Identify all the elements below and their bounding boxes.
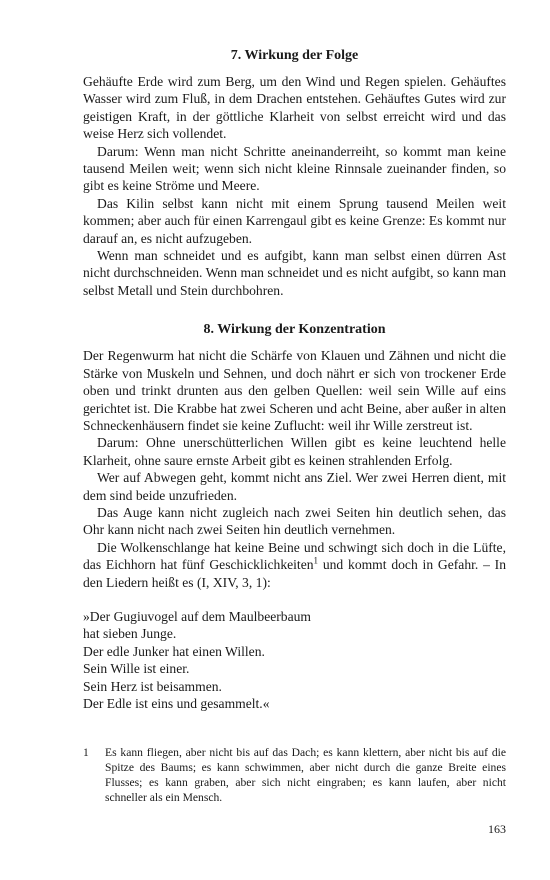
footnote-text: Es kann fliegen, aber nicht bis auf das Dach; es kann klettern, aber nicht bis auf die Spitze des Baums; es kann schwimmen, aber nicht durch die ganze Breite eines Flusses; es kann graben, aber sich nicht eingraben; es kann laufen, aber nicht schneller als ein Mensch. xyxy=(105,746,506,804)
poem-line: »Der Gugiuvogel auf dem Maulbeerbaum xyxy=(83,608,312,624)
paragraph-text: und kommt doch in Gefahr. – In den Liedern heißt es (I, XIV, 3, 1): xyxy=(83,557,506,590)
paragraph: Wenn man schneidet und es aufgibt, kann man selbst einen dürren Ast nicht durchschneiden. Wenn man schneidet und es nicht aufgibt, so kann man selbst Metall und Stein durchbohren. xyxy=(83,248,506,298)
poem-line: Sein Wille ist einer. xyxy=(83,661,190,677)
paragraph: Gehäufte Erde wird zum Berg, um den Wind und Regen spielen. Gehäuftes Wasser wird zum Fluß, in dem Drachen entstehen. Gehäuftes Gutes wird zur geistigen Kraft, in der göttliche Klarheit von selbst erreicht wird und das weise Herz sich vollendet. xyxy=(83,74,506,142)
section-heading-8: 8. Wirkung der Konzentration xyxy=(203,322,386,338)
paragraph: Darum: Ohne unerschütterlichen Willen gibt es keine leuchtend helle Klarheit, ohne saure ernste Arbeit gibt es keinen strahlenden Erfolg. xyxy=(83,435,506,468)
paragraph: Das Kilin selbst kann nicht mit einem Sprung tausend Meilen weit kommen; aber auch für einen Karrengaul gibt es keine Grenze: Es kommt nur darauf an, es nicht aufzugeben. xyxy=(83,195,506,246)
poem xyxy=(83,608,506,712)
footnote xyxy=(83,745,506,805)
paragraph: Darum: Wenn man nicht Schritte aneinanderreiht, so kommt man keine tausend Meilen weit; wenn sich nicht kleine Rinnsale zueinander finden, so gibt es keine Ströme und Meere. xyxy=(83,143,506,194)
poem-line: Sein Herz ist beisammen. xyxy=(83,678,222,694)
poem-line: Der edle Junker hat einen Willen. xyxy=(83,643,265,659)
page-body xyxy=(83,47,506,712)
section-heading-7: 7. Wirkung der Folge xyxy=(230,48,359,63)
footnote-marker[interactable]: 1 xyxy=(313,555,319,566)
paragraph: Der Regenwurm hat nicht die Schärfe von Klauen und Zähnen und nicht die Stärke von Muskeln und Sehnen, und doch nährt er sich von trockener Erde oben und trinkt drunten aus den gelben Quellen: weil sein Wille auf eins gerichtet ist. Die Krabbe hat zwei Scheren und acht Beine, aber außer in alten Schneckenhäusern findet sie keine Zuflucht: weil ihr Wille zerstreut ist. xyxy=(83,348,506,433)
poem-line: Der Edle ist eins und gesammelt.« xyxy=(83,696,270,711)
paragraph: Wer auf Abwegen geht, kommt nicht ans Ziel. Wer zwei Herren dient, mit dem sind beide unzufrieden. xyxy=(83,470,506,503)
paragraph-text: Die Wolkenschlange hat keine Beine und schwingt sich doch in die Lüfte, das Eichhorn hat fünf Geschicklichkeiten xyxy=(83,539,506,573)
poem-line: hat sieben Junge. xyxy=(83,626,177,642)
footnote-number: 1 xyxy=(83,746,89,759)
paragraph: Das Auge kann nicht zugleich nach zwei Seiten hin deutlich sehen, das Ohr kann nicht nach zwei Seiten hin deutlich vernehmen. xyxy=(83,504,506,538)
paragraph-with-footnote xyxy=(83,539,506,591)
page-number: 163 xyxy=(488,822,506,836)
